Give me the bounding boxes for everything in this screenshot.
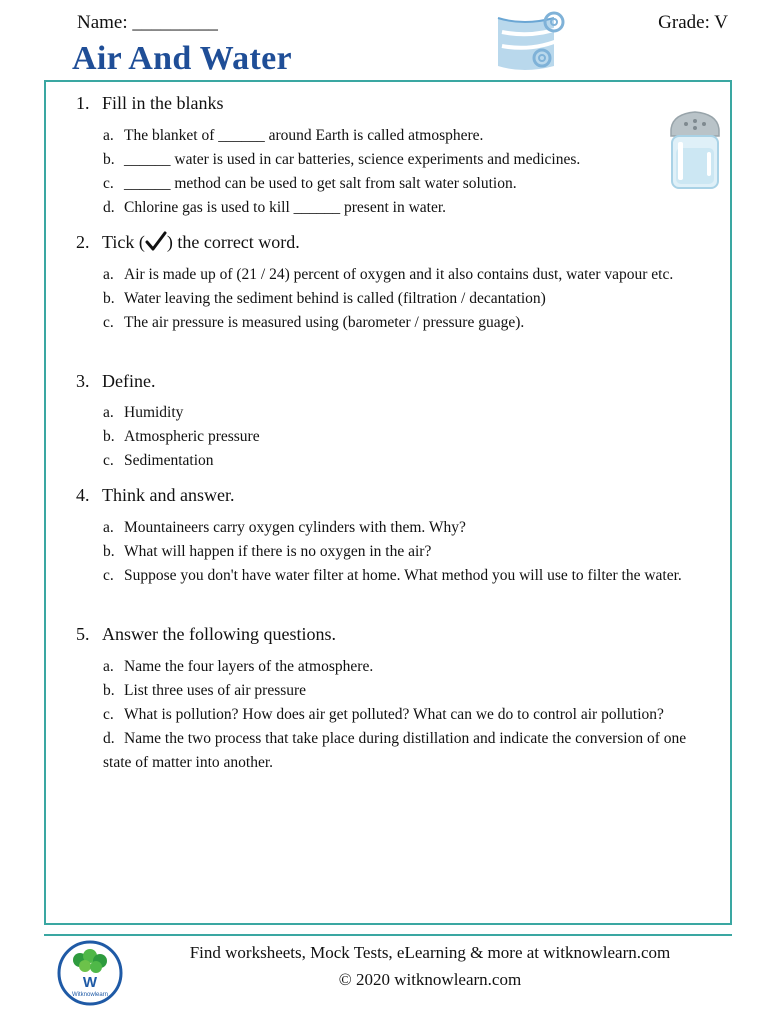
list-item: [103, 540, 693, 564]
item-marker: a.: [103, 404, 114, 421]
question-3-heading: [76, 371, 155, 392]
question-1-items: [103, 124, 693, 220]
item-marker: a.: [103, 658, 114, 675]
question-5-items: [103, 655, 693, 775]
list-item: [103, 148, 693, 172]
list-item: [103, 196, 693, 220]
question-number: 5.: [76, 624, 90, 644]
item-text: Atmospheric pressure: [124, 428, 260, 445]
checkmark-icon: [145, 231, 167, 251]
list-item: [103, 679, 693, 703]
item-marker: c.: [103, 567, 114, 584]
item-text: ______ water is used in car batteries, science experiments and medicines.: [124, 151, 581, 168]
question-2-items: [103, 263, 693, 335]
list-item: [103, 263, 693, 287]
question-5-heading: [76, 624, 336, 645]
svg-text:Witknowlearn: Witknowlearn: [71, 992, 109, 998]
question-text: Think and answer.: [102, 485, 235, 505]
list-item: [103, 401, 693, 425]
item-marker: d.: [103, 730, 115, 747]
item-marker: c.: [103, 314, 114, 331]
question-3-items: [103, 401, 693, 473]
item-marker: b.: [103, 682, 115, 699]
item-text: Sedimentation: [124, 452, 214, 469]
question-text: Define.: [102, 371, 156, 391]
item-marker: b.: [103, 428, 115, 445]
list-item: [103, 449, 693, 473]
list-item: [103, 425, 693, 449]
list-item: [103, 124, 693, 148]
item-marker: c.: [103, 175, 114, 192]
item-text: Air is made up of (21 / 24) percent of oxygen and it also contains dust, water vapour etc.: [124, 266, 674, 283]
question-1-heading: [76, 93, 224, 114]
list-item: [103, 311, 693, 335]
question-number: 1.: [76, 93, 90, 113]
item-text: List three uses of air pressure: [124, 682, 307, 699]
footer-copyright: © 2020 witknowlearn.com: [338, 970, 522, 989]
list-item: [103, 703, 693, 727]
list-item: [103, 564, 693, 588]
witknowlearn-logo-icon[interactable]: [57, 940, 123, 1006]
item-marker: b.: [103, 543, 115, 560]
name-label: Name: _________: [77, 12, 218, 33]
item-text: Name the two process that take place during distillation and indicate the conversion of one state of matter into another.: [103, 730, 687, 771]
item-text: Water leaving the sediment behind is called (filtration / decantation): [124, 290, 546, 307]
footer-divider: [44, 934, 732, 936]
question-number: 2.: [76, 232, 90, 252]
item-marker: a.: [103, 519, 114, 536]
list-item: [103, 516, 693, 540]
item-text: The blanket of ______ around Earth is called atmosphere.: [124, 127, 484, 144]
question-text: Fill in the blanks: [102, 93, 224, 113]
item-marker: c.: [103, 706, 114, 723]
list-item: [103, 727, 693, 775]
wind-logo-icon: [494, 10, 570, 76]
question-number: 4.: [76, 485, 90, 505]
item-text: The air pressure is measured using (barometer / pressure guage).: [124, 314, 525, 331]
list-item: [103, 172, 693, 196]
question-text-end: ) the correct word.: [166, 232, 300, 252]
question-4-items: [103, 516, 693, 588]
footer-promo-text[interactable]: Find worksheets, Mock Tests, eLearning & more at witknowlearn.com: [189, 943, 671, 962]
item-marker: b.: [103, 151, 115, 168]
worksheet-title: Air And Water: [72, 40, 292, 77]
svg-text:W: W: [82, 974, 98, 991]
item-text: Name the four layers of the atmosphere.: [124, 658, 374, 675]
item-text: What will happen if there is no oxygen in the air?: [124, 543, 432, 560]
item-text: Suppose you don't have water filter at home. What method you will use to filter the water.: [124, 567, 682, 584]
question-number: 3.: [76, 371, 90, 391]
list-item: [103, 287, 693, 311]
item-marker: a.: [103, 266, 114, 283]
item-text: What is pollution? How does air get polluted? What can we do to control air pollution?: [124, 706, 664, 723]
item-marker: b.: [103, 290, 115, 307]
list-item: [103, 655, 693, 679]
item-text: Mountaineers carry oxygen cylinders with them. Why?: [124, 519, 466, 536]
question-4-heading: [76, 485, 234, 506]
question-text-start: Tick (: [102, 232, 145, 252]
item-text: ______ method can be used to get salt from salt water solution.: [124, 175, 517, 192]
question-2-heading: [76, 231, 300, 253]
question-text: Answer the following questions.: [102, 624, 336, 644]
item-marker: a.: [103, 127, 114, 144]
item-marker: c.: [103, 452, 114, 469]
item-text: Chlorine gas is used to kill ______ present in water.: [124, 199, 447, 216]
grade-label: Grade: V: [658, 12, 728, 33]
item-marker: d.: [103, 199, 115, 216]
item-text: Humidity: [124, 404, 184, 421]
